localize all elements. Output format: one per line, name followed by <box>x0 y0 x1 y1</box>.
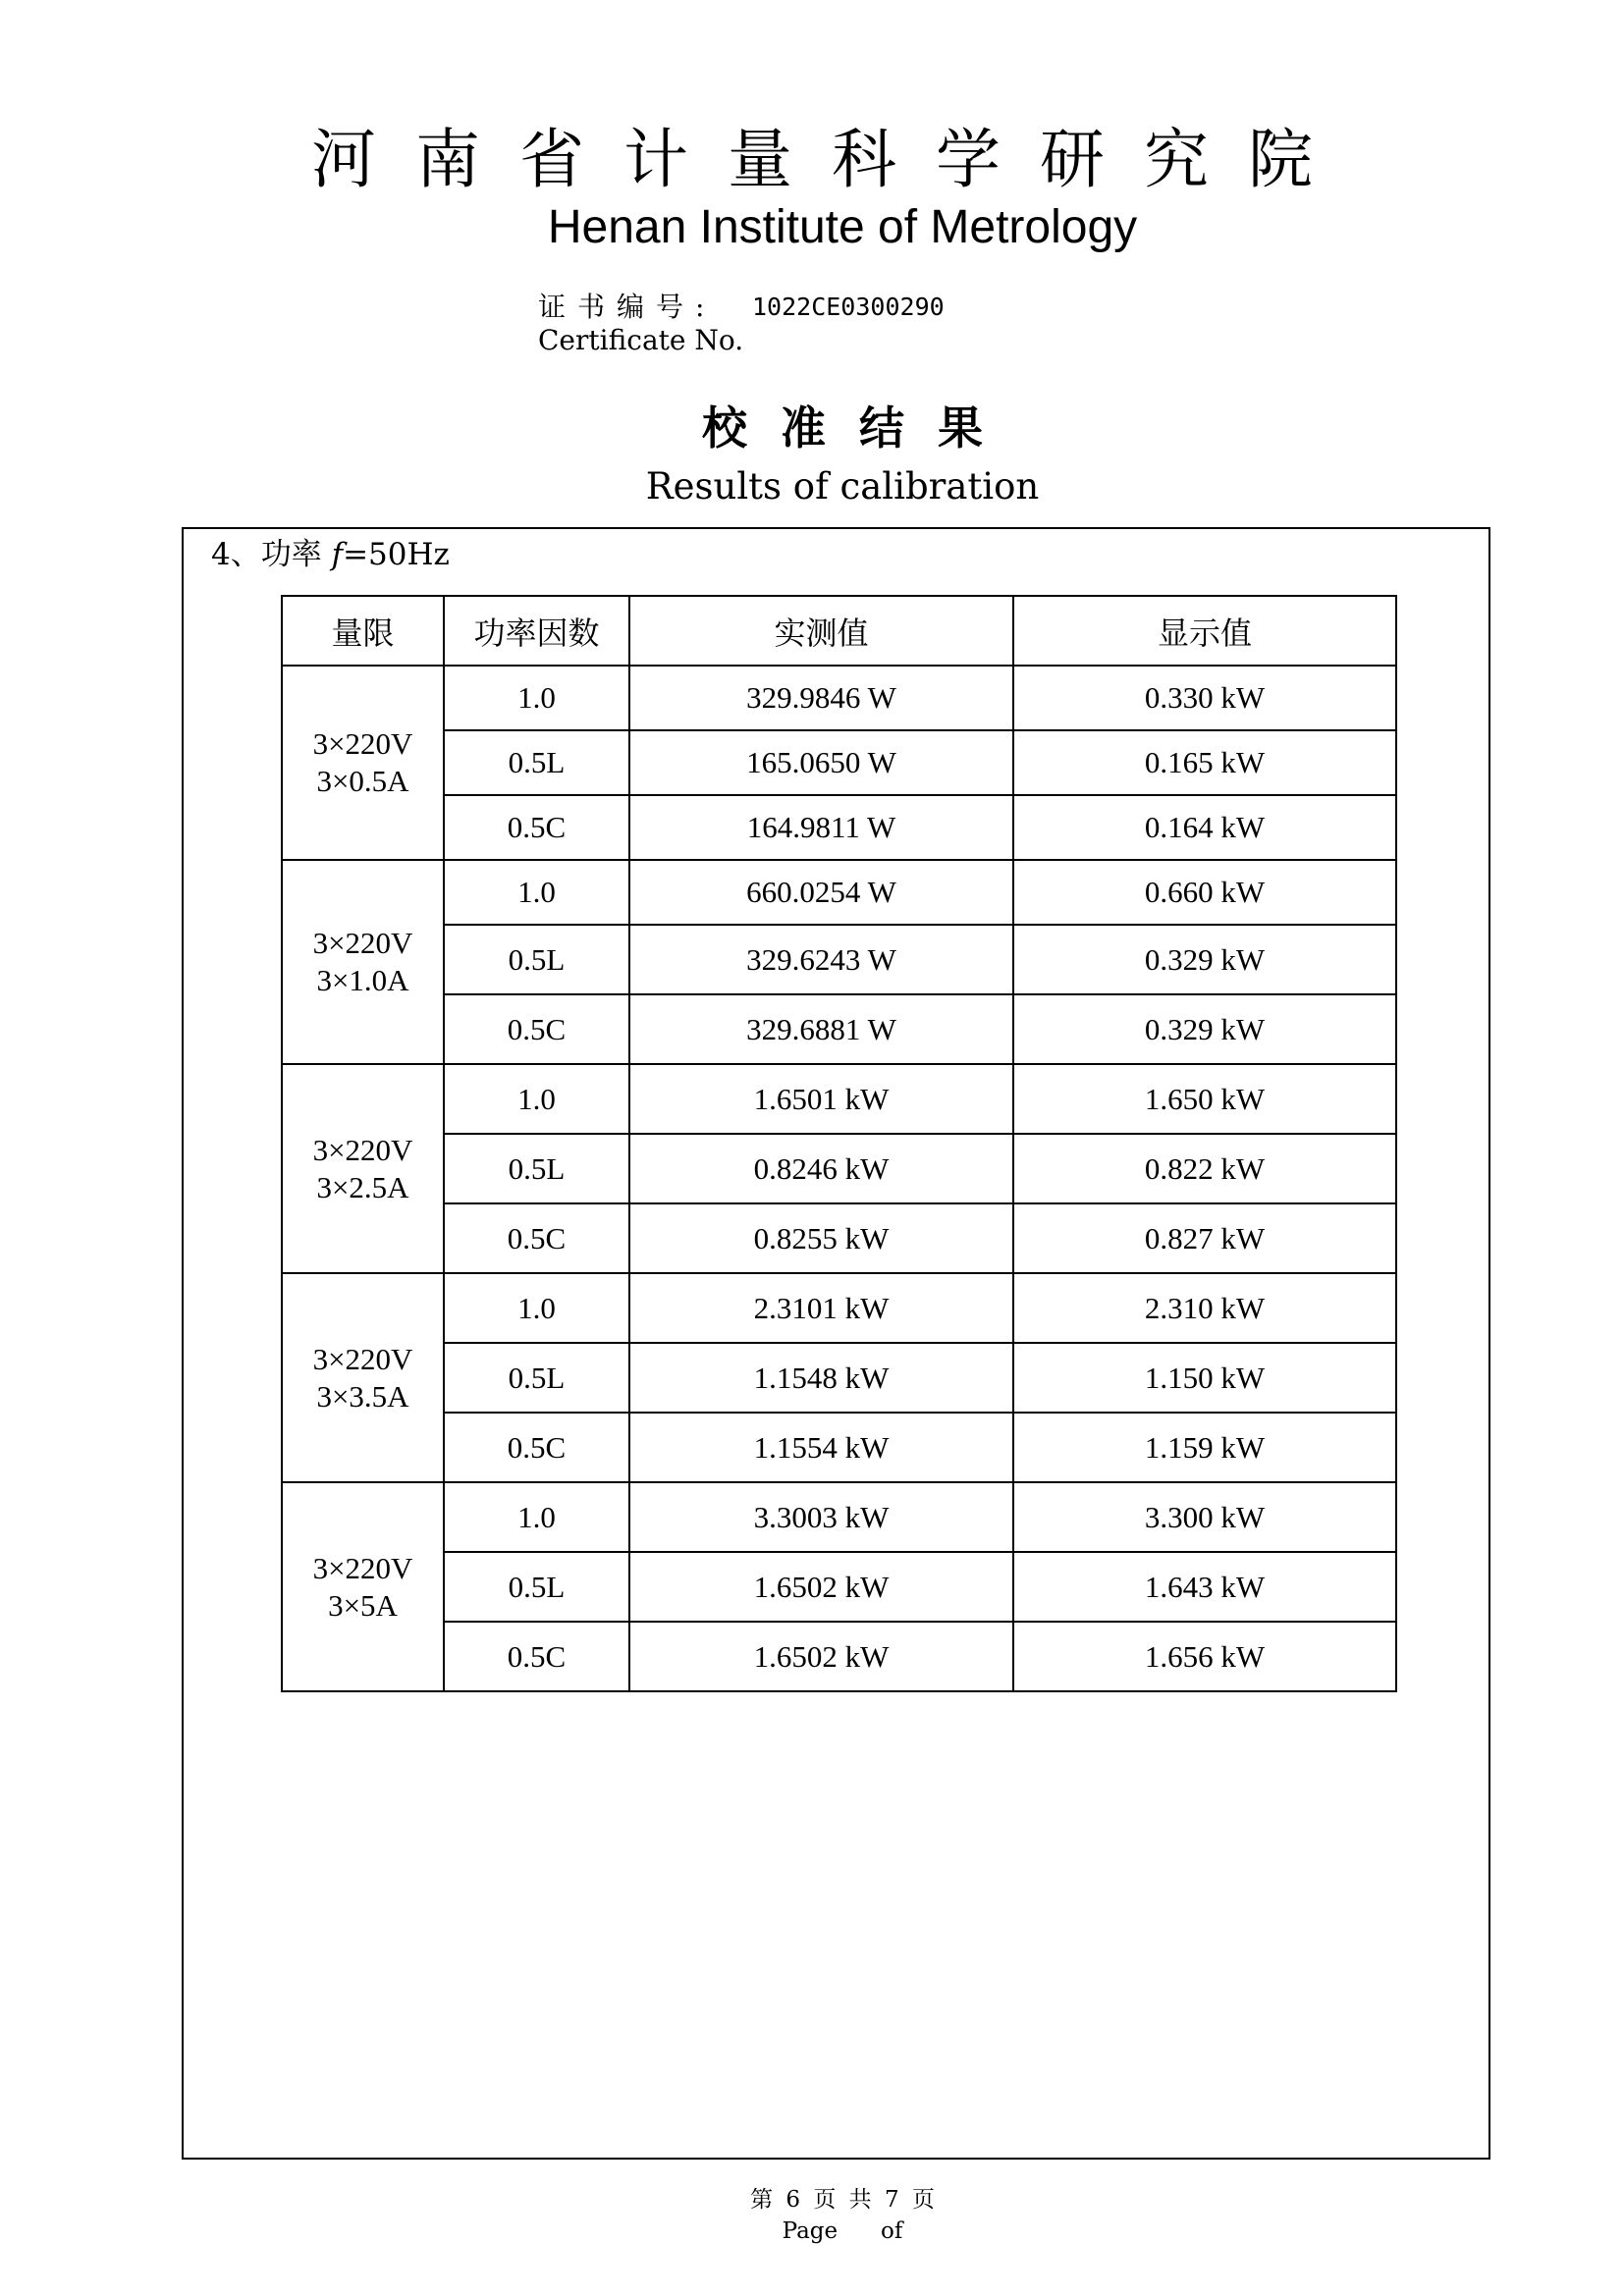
range-voltage: 3×220V <box>312 926 413 960</box>
table-row <box>282 1064 1396 1134</box>
table-row <box>282 994 1396 1064</box>
certificate-label-en: Certificate No. <box>538 324 744 356</box>
table-row <box>282 1273 1396 1343</box>
range-cell <box>282 666 444 860</box>
range-cell <box>282 860 444 1064</box>
display-cell: 1.159 kW <box>1013 1413 1396 1482</box>
results-title-en: Results of calibration <box>645 465 1040 507</box>
display-cell: 1.650 kW <box>1013 1064 1396 1134</box>
power-factor-cell: 0.5L <box>444 730 629 795</box>
header-range: 量限 <box>282 596 444 666</box>
section-heading <box>211 532 450 577</box>
table-row <box>282 666 1396 730</box>
range-current: 3×1.0A <box>316 963 409 997</box>
power-factor-cell: 0.5L <box>444 1343 629 1413</box>
section-suffix: =50Hz <box>343 537 450 572</box>
institute-name-en: Henan Institute of Metrology <box>547 201 1138 253</box>
power-factor-cell: 0.5C <box>444 1413 629 1482</box>
measured-cell: 1.1548 kW <box>629 1343 1013 1413</box>
measured-cell: 3.3003 kW <box>629 1482 1013 1552</box>
table-row <box>282 1622 1396 1691</box>
measured-cell: 2.3101 kW <box>629 1273 1013 1343</box>
measured-cell: 164.9811 W <box>629 795 1013 860</box>
power-factor-cell: 0.5L <box>444 1134 629 1203</box>
range-voltage: 3×220V <box>312 1550 413 1585</box>
display-cell: 0.827 kW <box>1013 1203 1396 1273</box>
display-cell: 0.329 kW <box>1013 994 1396 1064</box>
power-factor-cell: 1.0 <box>444 666 629 730</box>
table-row <box>282 1343 1396 1413</box>
range-voltage: 3×220V <box>312 1341 413 1376</box>
table-row <box>282 1203 1396 1273</box>
measured-cell: 329.6881 W <box>629 994 1013 1064</box>
range-cell <box>282 1064 444 1273</box>
measured-cell: 329.6243 W <box>629 925 1013 994</box>
measured-cell: 660.0254 W <box>629 860 1013 925</box>
measured-cell: 1.1554 kW <box>629 1413 1013 1482</box>
measured-cell: 329.9846 W <box>629 666 1013 730</box>
display-cell: 0.822 kW <box>1013 1134 1396 1203</box>
page-number-cn: 第 6 页 共 7 页 <box>750 2187 935 2213</box>
institute-name-cn: 河南省计量科学研究院 <box>311 122 1352 197</box>
display-cell: 2.310 kW <box>1013 1273 1396 1343</box>
display-cell: 1.643 kW <box>1013 1552 1396 1622</box>
range-cell <box>282 1482 444 1691</box>
power-results-table <box>281 595 1397 1692</box>
measured-cell: 0.8255 kW <box>629 1203 1013 1273</box>
certificate-label-cn: 证书编号: <box>538 291 717 323</box>
power-factor-cell: 0.5C <box>444 795 629 860</box>
table-row <box>282 730 1396 795</box>
certificate-number: 1022CE0300290 <box>752 293 945 321</box>
header-power-factor: 功率因数 <box>444 596 629 666</box>
measured-cell: 165.0650 W <box>629 730 1013 795</box>
table-row <box>282 925 1396 994</box>
page-number-en <box>0 2216 1624 2247</box>
display-cell: 0.165 kW <box>1013 730 1396 795</box>
power-factor-cell: 0.5C <box>444 994 629 1064</box>
measured-cell: 1.6502 kW <box>629 1622 1013 1691</box>
power-factor-cell: 1.0 <box>444 860 629 925</box>
power-factor-cell: 0.5L <box>444 1552 629 1622</box>
display-cell: 0.329 kW <box>1013 925 1396 994</box>
range-voltage: 3×220V <box>312 726 413 761</box>
power-factor-cell: 0.5C <box>444 1622 629 1691</box>
measured-cell: 0.8246 kW <box>629 1134 1013 1203</box>
power-factor-cell: 1.0 <box>444 1273 629 1343</box>
range-voltage: 3×220V <box>312 1132 413 1167</box>
table-row <box>282 1482 1396 1552</box>
table-row <box>282 1413 1396 1482</box>
section-variable: f <box>331 537 344 572</box>
range-current: 3×0.5A <box>316 764 409 798</box>
measured-cell: 1.6501 kW <box>629 1064 1013 1134</box>
power-factor-cell: 1.0 <box>444 1064 629 1134</box>
power-factor-cell: 0.5L <box>444 925 629 994</box>
range-current: 3×5A <box>328 1587 398 1623</box>
display-cell: 1.656 kW <box>1013 1622 1396 1691</box>
section-prefix: 4、功率 <box>211 537 332 572</box>
page-number-en-text: Page of <box>782 2218 903 2244</box>
table-header-row <box>282 596 1396 666</box>
range-current: 3×3.5A <box>316 1378 409 1414</box>
table-row <box>282 1134 1396 1203</box>
power-factor-cell: 0.5C <box>444 1203 629 1273</box>
display-cell: 1.150 kW <box>1013 1343 1396 1413</box>
results-title-cn: 校准结果 <box>702 401 1016 454</box>
display-cell: 0.330 kW <box>1013 666 1396 730</box>
table-row <box>282 1552 1396 1622</box>
range-cell <box>282 1273 444 1482</box>
power-factor-cell: 1.0 <box>444 1482 629 1552</box>
display-cell: 0.660 kW <box>1013 860 1396 925</box>
display-cell: 0.164 kW <box>1013 795 1396 860</box>
range-current: 3×2.5A <box>316 1169 409 1204</box>
header-display-value: 显示值 <box>1013 596 1396 666</box>
header-measured-value: 实测值 <box>629 596 1013 666</box>
table-row <box>282 860 1396 925</box>
display-cell: 3.300 kW <box>1013 1482 1396 1552</box>
table-row <box>282 795 1396 860</box>
measured-cell: 1.6502 kW <box>629 1552 1013 1622</box>
